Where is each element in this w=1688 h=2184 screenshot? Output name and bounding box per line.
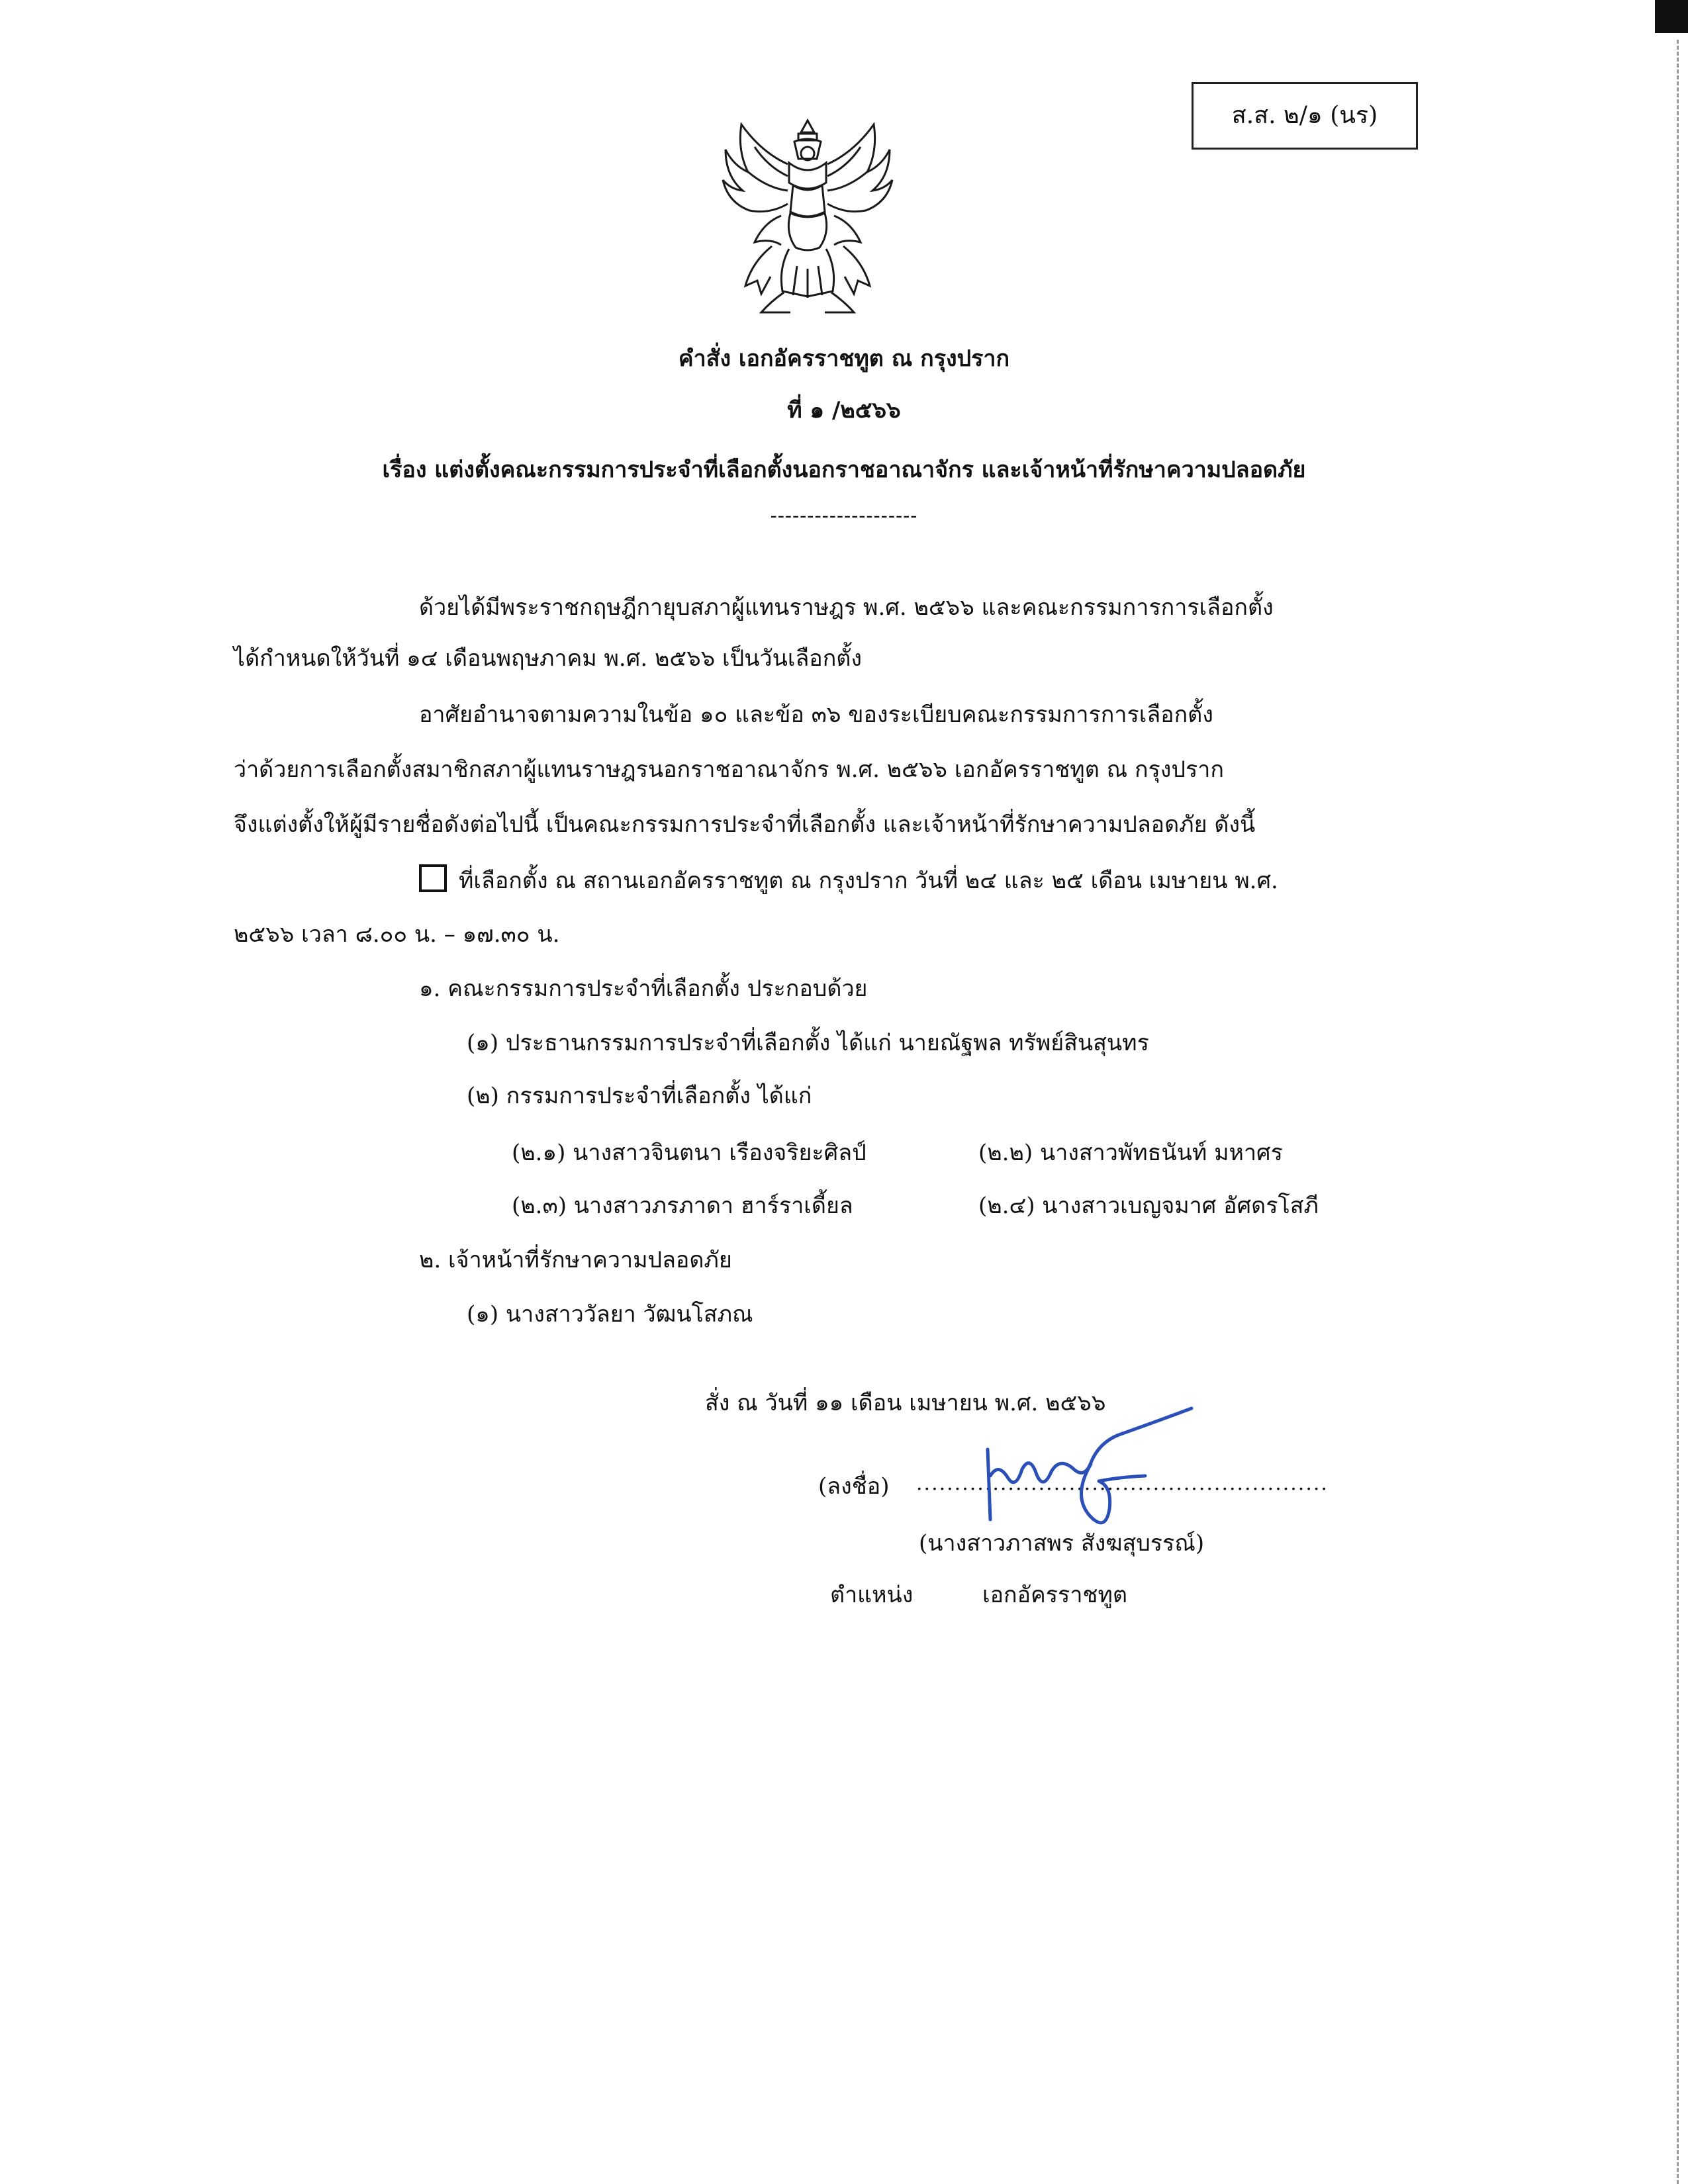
position-label: ตำแหน่ง	[830, 1582, 914, 1608]
paragraph-1-line-1: ด้วยได้มีพระราชกฤษฎีกายุบสภาผู้แทนราษฎร พ.ศ. ๒๕๖๖ และคณะกรรมการการเลือกตั้ง	[419, 594, 1274, 621]
scan-corner-mark	[1655, 0, 1688, 33]
polling-station-checkbox[interactable]	[419, 864, 447, 892]
sign-label: (ลงชื่อ)	[818, 1473, 890, 1500]
polling-station-text: ที่เลือกตั้ง ณ สถานเอกอัครราชทูต ณ กรุงปราก วันที่ ๒๔ และ ๒๕ เดือน เมษายน พ.ศ.	[459, 868, 1278, 894]
section-1-heading: ๑. คณะกรรมการประจำที่เลือกตั้ง ประกอบด้วย	[419, 976, 868, 1002]
paragraph-2-line-1: อาศัยอำนาจตามความในข้อ ๑๐ และข้อ ๓๖ ของระเบียบคณะกรรมการการเลือกตั้ง	[419, 702, 1213, 728]
separator-dashes: --------------------	[770, 504, 918, 527]
order-number: ที่ ๑ /๒๕๖๖	[787, 397, 901, 424]
paragraph-2-line-2: ว่าด้วยการเลือกตั้งสมาชิกสภาผู้แทนราษฎรนอกราชอาณาจักร พ.ศ. ๒๕๖๖ เอกอัครราชทูต ณ กรุงปราก	[234, 756, 1224, 783]
polling-station-line-2: ๒๕๖๖ เวลา ๘.๐๐ น. – ๑๗.๓๐ น.	[234, 921, 560, 948]
section-1-members-heading: (๒) กรรมการประจำที่เลือกตั้ง ได้แก่	[467, 1083, 812, 1109]
signature-dotted-line: ......................................................	[916, 1472, 1329, 1495]
garuda-emblem-icon	[715, 107, 900, 326]
order-subject: เรื่อง แต่งตั้งคณะกรรมการประจำที่เลือกตั้งนอกราชอาณาจักร และเจ้าหน้าที่รักษาความปลอดภัย	[382, 457, 1306, 483]
signer-name: (นางสาวภาสพร สังฆสุบรรณ์)	[919, 1530, 1205, 1557]
paragraph-2-line-3: จึงแต่งตั้งให้ผู้มีรายชื่อดังต่อไปนี้ เป็นคณะกรรมการประจำที่เลือกตั้ง และเจ้าหน้าที่รักษาความปลอดภัย ดังนี้	[234, 811, 1256, 838]
order-date: สั่ง ณ วันที่ ๑๑ เดือน เมษายน พ.ศ. ๒๕๖๖	[705, 1390, 1106, 1416]
position-value: เอกอัครราชทูต	[982, 1582, 1127, 1608]
signature-mark	[973, 1403, 1211, 1535]
member-2-3: (๒.๓) นางสาวภรภาดา ฮาร์ราเดี้ยล	[512, 1193, 853, 1219]
form-code-box: ส.ส. ๒/๑ (นร)	[1192, 82, 1418, 150]
section-2-officer: (๑) นางสาววัลยา วัฒนโสภณ	[467, 1301, 753, 1328]
paragraph-1-line-2: ได้กำหนดให้วันที่ ๑๔ เดือนพฤษภาคม พ.ศ. ๒๕๖๖ เป็นวันเลือกตั้ง	[234, 645, 862, 672]
member-2-2: (๒.๒) นางสาวพัทธนันท์ มหาศร	[978, 1140, 1283, 1166]
section-2-heading: ๒. เจ้าหน้าที่รักษาความปลอดภัย	[419, 1247, 732, 1273]
section-1-chair: (๑) ประธานกรรมการประจำที่เลือกตั้ง ได้แก่ นายณัฐพล ทรัพย์สินสุนทร	[467, 1030, 1149, 1056]
polling-station-line-1	[419, 864, 1278, 894]
order-title: คำสั่ง เอกอัครราชทูต ณ กรุงปราก	[678, 345, 1010, 372]
member-2-4: (๒.๔) นางสาวเบญจมาศ อัศดรโสภี	[978, 1193, 1319, 1219]
member-2-1: (๒.๑) นางสาวจินตนา เรืองจริยะศิลป์	[512, 1140, 867, 1166]
